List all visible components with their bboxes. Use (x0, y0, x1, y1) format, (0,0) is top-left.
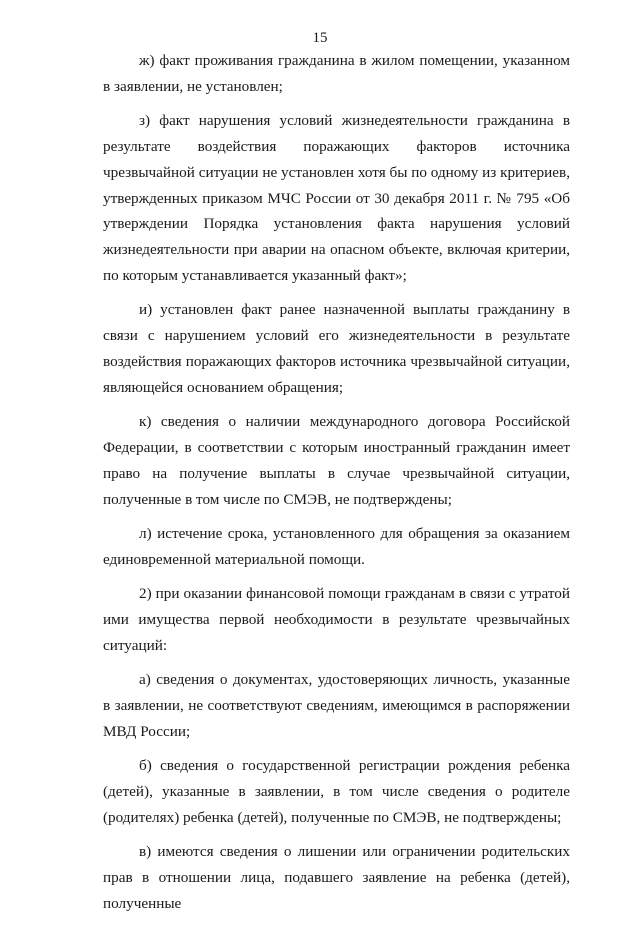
page-number: 15 (312, 30, 328, 46)
paragraph-i: и) установлен факт ранее назначенной выплаты гражданину в связи с нарушением условий его жизнедеятельности в результате воздействия поражающих факторов источника чрезвычайной ситуации, являющейся основанием обращения; (103, 301, 570, 396)
document-body (103, 48, 570, 925)
paragraph-k: к) сведения о наличии международного договора Российской Федерации, в соответствии с которым иностранный гражданин имеет право на получение выплаты в случае чрезвычайной ситуации, полученные в том числе по СМЭВ, не подтверждены; (103, 413, 570, 508)
paragraph-zh: ж) факт проживания гражданина в жилом помещении, указанном в заявлении, не установлен; (103, 52, 570, 95)
paragraph-v: в) имеются сведения о лишении или ограничении родительских прав в отношении лица, подавшего заявление на ребенка (детей), полученные (103, 843, 570, 912)
paragraph-2: 2) при оказании финансовой помощи гражданам в связи с утратой ими имущества первой необходимости в результате чрезвычайных ситуаций: (103, 585, 570, 654)
paragraph-a: а) сведения о документах, удостоверяющих личность, указанные в заявлении, не соответствуют сведениям, имеющимся в распоряжении МВД России; (103, 671, 570, 740)
paragraph-l: л) истечение срока, установленного для обращения за оказанием единовременной материальной помощи. (103, 524, 570, 568)
paragraph-z: з) факт нарушения условий жизнедеятельности гражданина в результате воздействия поражающих факторов источника чрезвычайной ситуации не установлен хотя бы по одному из критериев, утвержденных приказом МЧС России от 30 декабря 2011 г. № 795 «Об утверждении Порядка установления факта нарушения условий жизнедеятельности при аварии на опасном объекте, включая критерии, по которым устанавливается указанный факт»; (103, 112, 570, 284)
paragraph-b: б) сведения о государственной регистрации рождения ребенка (детей), указанные в заявлении, в том числе сведения о родителе (родителях) ребенка (детей), полученные по СМЭВ, не подтверждены; (103, 757, 570, 826)
